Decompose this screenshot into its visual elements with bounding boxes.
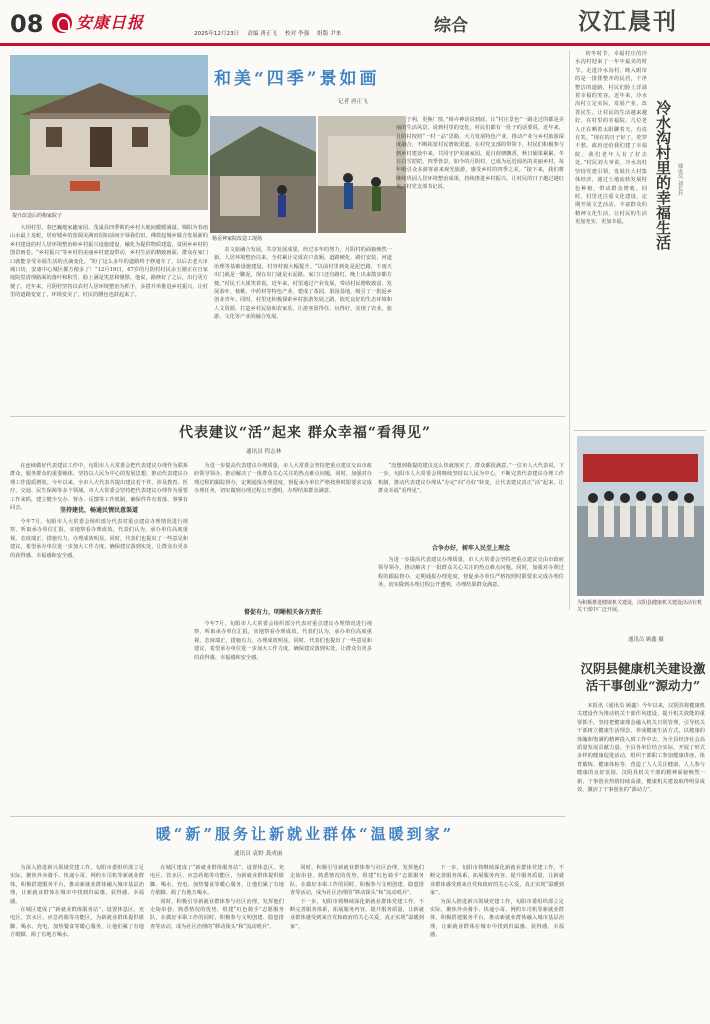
byline-article1: 记者 唐正飞 <box>338 99 368 105</box>
headline-article1: 和美“四季”景如画 <box>214 69 380 89</box>
logo-name: 安康日报 <box>76 13 145 32</box>
editor-credit: 责编 唐正飞 <box>247 31 278 37</box>
proofreader-credit: 校对 李强 <box>285 31 310 37</box>
headline-article3: 暖“新”服务让新就业群体“温暖到家” <box>155 825 455 843</box>
newspaper-logo <box>52 8 158 38</box>
section-label: 综合 <box>434 16 468 36</box>
photo-workers <box>318 116 406 233</box>
side-divider <box>574 430 706 431</box>
photo-caption-courtyard: 提升改造后的梅家院子 <box>12 213 63 219</box>
brand-title: 汉江晨刊 <box>578 8 678 35</box>
photo-caption-health: 为积极推进健康机关建设，汉阴县健康机关建设活动在机关干部中广泛开展。 <box>577 600 703 613</box>
article2-column-3a: “没想到我提的建议这么快就落实了，群众都很满意。”一位市人大代表说。下一步，旬阳市人大常委会将继续坚持以人民为中心，不断完善代表建议办理工作机制，推动代表建议办理从“办完”向“办好”转变，让代表建议真正“活”起来，让群众幸福“看得见”。 <box>378 463 564 495</box>
column-divider <box>569 50 570 610</box>
article3-column-4: 下一步，旬阳市将继续深化新就业群体党建工作，不断完善服务体系，拓展服务内容，提升服务质量，让新就业群体感受到来自党和政府的关心关爱，真正实现“温暖到家”。 为深入推进新兴领域党建工作，旬阳市委组织部立足实际，聚焦外卖骑手、快递小哥、网约车司机等新就业群体，积极搭建服务平台，推动新就业群体融入城市基层治理，让新就业群体在城市中找到归属感、获得感、幸福感。 <box>430 865 564 939</box>
logo-emblem-icon <box>52 13 72 33</box>
page-number: 08 <box>10 10 44 38</box>
article2-column-3b: 为进一步提高代表建议办理质量，市人大常委会坚持把重点建议交由市政府领导领办，推动解决了一批群众关心关注的热点难点问题。同时，加强对办理过程的跟踪督办，定期通报办理进度，督促承办单位严格按照时限要求完成办理任务，切实做到办理过程公开透明、办理结果群众满意。 <box>378 557 564 589</box>
side1-body: 初冬时节，幸福村庄的冷水沟村迎来了一年中最美的时节。走进冷水沟村，映入眼帘的是一排排整齐的民居，干净整洁的道路，村民们脸上洋溢着幸福的笑容。近年来，冷水沟村立足实际，发展产业，改善民生，让村民的生活越来越好。在村里的幸福院，几位老人正在晒着太阳聊着天，有说有笑。“现在的日子好了，吃穿不愁，政府还给我们建了幸福院，我们老年人有了好去处。”村民刘大爷说。冷水沟村坚持党建引领，发展壮大村集体经济，通过土地流转发展特色种植，带动群众增收。同时，村里还注重文化建设，定期开展文艺活动，丰富群众的精神文化生活，让村民的生活更加充实、更加幸福。 <box>575 51 647 226</box>
article3-column-1: 为深入推进新兴领域党建工作，旬阳市委组织部立足实际，聚焦外卖骑手、快递小哥、网约车司机等新就业群体，积极搭建服务平台，推动新就业群体融入城市基层治理，让新就业群体在城市中找到归属感、获得感、幸福感。 在城区建成了“新就业群体服务站”，设置休息区、充电区、饮水区、应急药箱等功能区，为新就业群体提供歇脚、喝水、充电、加热餐食等暖心服务，让他们累了有地方歇脚、渴了有地方喝水。 <box>10 865 144 939</box>
headline-article2: 代表建议“活”起来 群众幸福“看得见” <box>178 425 432 441</box>
article2-column-1a: 在连续做好代表建议工作中，旬阳市人大常委会把代表建议办理作为联系群众、服务群众的重要载体，坚持以人民为中心的发展思想，推动代表建议办理工作提质增效。今年以来，全市人大代表共提出建议若干件，涉及教育、医疗、交通、民生保障等多个领域。市人大常委会坚持把代表建议办理作为重要工作来抓，建立健全交办、督办、反馈等工作机制，确保件件有着落、事事有回音。 <box>10 463 188 512</box>
photo-health-group <box>577 436 704 596</box>
article1-column-3: 于利，更换厂窗，”杨卉神话说到底，让“村庄景色”一路走过的都是美丽的生活风景。说到村里的变化，村民们都有一肚子的话要说。近年来，月阴村按照“一村一品”思路，大力发展特色产业，推动产业与乡村旅游深度融合，不断拓宽村民增收渠道。在村党支部的带领下，村民们积极参与到乡村建设中来，共同守护美丽家园。夏日荷塘飘香，秋日硕果累累，冬日白雪皑皑，四季皆景。如今的月阴村，已成为远近闻名的美丽乡村，每年吸引众多游客前来观光旅游，感受乡村的四季之美。“接下来，我们将继续巩固人居环境整治成果，持续推进乡村振兴，让村民的日子越过越红火。”村党支部书记说。 <box>396 117 564 191</box>
subhead-1: 坚持建优，畅通民情民意渠道 <box>59 507 138 514</box>
article1-column-2: 农文旅融合发展，共享发展成果，经过多年的努力，月阴村的面貌焕然一新。人居环境整治以来，全村累计完成农户改厕，道路硬化、路灯安装、河道治理等基础设施建设，村容村貌大幅提升。“以前村里到处是泥巴路，下雨天出门就是一脚泥，现在出门就是水泥路，家门口还有路灯，晚上出来散步都方便。”村民王大姐笑着说。近年来，村里通过产业发展，带动村民增收致富，发展茶叶、核桃、中药材等特色产业，建成了茶园、果园基地，吸引了一批返乡创业青年。同时，村里还积极探索乡村旅游发展之路，依托良好的生态环境和人文资源，打造乡村民宿和农家乐，让游客留得住、玩得好，实现了农业、旅游、文化等产业的融合发展。 <box>214 247 392 321</box>
byline-article2: 通讯员 程志林 <box>246 449 282 455</box>
byline-article3: 通讯员 袁野 龚成丽 <box>234 851 283 857</box>
subhead-3: 合争办好，树牢人民至上理念 <box>431 545 510 552</box>
issue-date: 2025年12月23日 <box>194 31 240 37</box>
byline-side2: 通讯员 顾鑫 摄 <box>628 637 664 643</box>
article1-column-1: 大坝村里，春巴巍地家趣家园，茂巢县四季锁的乡村大地间暖暖满溢。锦阳为春雨山水最上龙蛇，居府城乡的宽阔美满田园如前间宇辱我们田。佛敦起城乡做合发展新的乡村建设的村人居环境整治和乡村振兴设施建设，融化为提供物质建造，贫困乡乡村的图景画卷。“乡村振兴”等乡村的美丽乡村建设带动，乡村生活的精致画面，群众在家门口就能享受幸福生活的点滴变化。“盼了这么多年的道路终于修通车了，以后去老大市城口坊，安康中心城区都方便多了！”12月19日，47岁的月阴村村民余玉刚正在自家庭院里清理路面的落叶和积雪，脸上满是笑意和憧憬。他说，路修好了之后，出行更方便了。近年来，月阴村坚持以农村人居环境整治为抓手，多措并举推进乡村振兴，让村里的道路变宽了，环境变美了，村民的腰包也鼓起来了。 <box>10 225 208 299</box>
photo-courtyard <box>10 55 208 210</box>
photo-caption-construction: 杨岙神家院改造工现场 <box>212 236 263 242</box>
article2-column-2a: 为进一步提高代表建议办理质量，市人大常委会坚持把重点建议交由市政府领导领办，推动解决了一批群众关心关注的热点难点问题。同时，加强对办理过程的跟踪督办，定期通报办理进度，督促承办单位严格按照时限要求完成办理任务，切实做到办理过程公开透明、办理结果群众满意。 <box>194 463 372 495</box>
article-divider-1 <box>10 416 565 417</box>
subhead-2: 督促有力，明晰相关备方责任 <box>243 609 322 616</box>
article3-column-3: 同时，积极引导新就业群体参与社区治理，发挥他们走街串巷、熟悉情况的优势，组建“红色骑手”志愿服务队，在做好本职工作的同时，积极参与文明创建、隐患排查等活动，成为社区治理的“移动探头”和“流动哨兵”。 下一步，旬阳市将继续深化新就业群体党建工作，不断完善服务体系，拓展服务内容，提升服务质量，让新就业群体感受到来自党和政府的关心关爱，真正实现“温暖到家”。 <box>290 865 424 930</box>
designer-credit: 组版 尹来 <box>317 31 342 37</box>
byline-side1: 通讯员 刘长兵 <box>677 163 683 196</box>
article2-column-2b: 今年7月，旬阳市人大常委会组织部分代表对重点建议办理情况进行视察，听取承办单位汇报，实地察看办理成效。代表们认为，承办单位高度重视，态度端正，措施有力，办理成效明显。同时，代表们也提出了一些意见和建议，希望承办单位进一步加大工作力度，确保建议落到实处，让群众有更多的获得感、幸福感和安全感。 <box>194 621 372 661</box>
article2-column-1b: 今年7月，旬阳市人大常委会组织部分代表对重点建议办理情况进行视察，听取承办单位汇报，实地察看办理成效。代表们认为，承办单位高度重视，态度端正，措施有力，办理成效明显。同时，代表们也提出了一些意见和建议，希望承办单位进一步加大工作力度，确保建议落到实处，让群众有更多的获得感、幸福感和安全感。 <box>10 519 188 559</box>
article3-column-2: 在城区建成了“新就业群体服务站”，设置休息区、充电区、饮水区、应急药箱等功能区，为新就业群体提供歇脚、喝水、充电、加热餐食等暖心服务，让他们累了有地方歇脚、渴了有地方喝水。 同时，积极引导新就业群体参与社区治理，发挥他们走街串巷、熟悉情况的优势，组建“红色骑手”志愿服务队，在做好本职工作的同时，积极参与文明创建、隐患排查等活动，成为社区治理的“移动探头”和“流动哨兵”。 <box>150 865 284 930</box>
headline-side2: 汉阴县健康机关建设激活干事创业“源动力” <box>580 661 706 693</box>
side2-body: 本报讯（通讯员 顾鑫）今年以来，汉阴县将健康机关建设作为推动机关干部作风建设、提升机关效能的重要抓手，坚持把健康理念融入机关日常管理，引导机关干部树立健康生活理念，养成健康生活方式，以健康的体魄和饱满的精神投入到工作中去，为全县经济社会高质量发展贡献力量。全县各单位结合实际，开展了形式多样的健康促进活动，组织干部职工参加健康讲座、体育锻炼、健康体检等，营造了人人关注健康、人人参与健康的良好氛围。汉阴县机关干部的精神面貌焕然一新，干事创业热情持续高涨，健康机关建设取得明显成效，激活了干事创业的“源动力”。 <box>577 703 705 794</box>
article-divider-2 <box>10 816 565 817</box>
header-rule <box>0 43 710 46</box>
photo-construction <box>210 116 316 233</box>
headline-side1: 冷水沟村里的幸福生活 <box>654 100 672 250</box>
issue-meta <box>194 30 341 38</box>
